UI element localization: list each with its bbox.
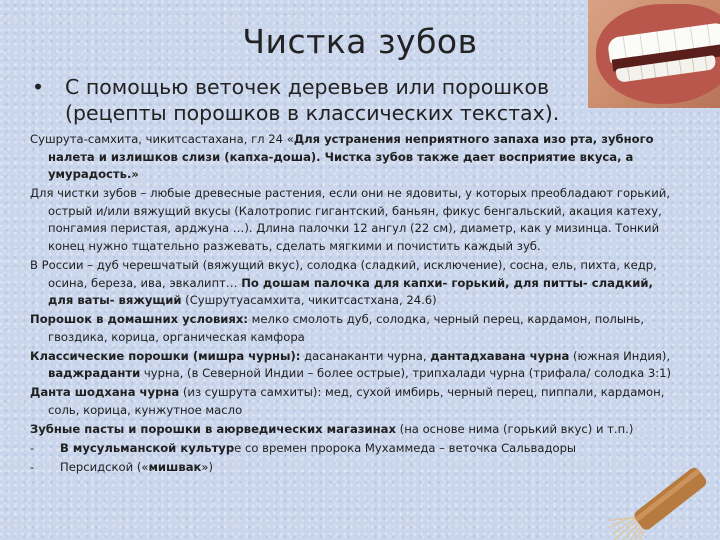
dash-marker: -	[30, 459, 35, 474]
bold-text-run: Порошок в домашних условиях:	[30, 312, 248, 327]
body-text	[30, 131, 680, 478]
page-title: Чистка зубов	[242, 22, 478, 61]
paragraph-p4	[30, 311, 680, 346]
paragraph-p1	[30, 131, 680, 184]
text-run: (южная Индия),	[569, 348, 671, 363]
paragraph-p9	[30, 459, 680, 477]
bold-text-run: По дошам палочка для капхи- горький, для питты- сладкий, для ваты- вяжущий	[48, 275, 653, 308]
text-run: мелко смолоть дуб, солодка, черный перец, кардамон, полынь, гвоздика, корица, органическая камфора	[48, 312, 645, 344]
text-run: Для чистки зубов – любые древесные растения, если они не ядовиты, у которых преобладают горький, острый и/или вяжущий вкусы (Калотропис гигантский, баньян, фикус бенгальский, акация катеху, понгамия перистая, арджуна …). Длина палочки 12 ангул (22 см), диаметр, как у мизинца. Тонкий конец нужно тщательно разжевать, сделать мягкими и почистить каждый зуб.	[30, 186, 670, 253]
bold-text-run: ваджраданти	[48, 366, 141, 381]
text-run: Сушрута-самхита, чикитсастахана, гл 24 «	[30, 132, 294, 146]
bold-text-run: Для устранения неприятного запаха изо рта, зубного налета и излишков слизи (капха-доша). Чистка зубов также дает восприятие вкуса, а умурадость.»	[48, 132, 654, 182]
paragraph-p5	[30, 348, 680, 383]
bold-text-run: Зубные пасты и порошки в аюрведических магазинах	[30, 421, 396, 436]
main-bullet	[32, 74, 625, 126]
bold-text-run: В мусульманской культур	[60, 440, 235, 455]
text-run: Персидской («	[60, 459, 149, 474]
dash-marker: -	[30, 440, 35, 455]
miswak-stick-photo	[608, 452, 720, 540]
bold-text-run: дантадхавана чурна	[430, 348, 570, 363]
bold-text-run: Классические порошки (мишра чурны):	[30, 348, 301, 363]
text-run: В России – дуб черешчатый (вяжущий вкус), солодка (сладкий, исключение), сосна, ель, пихта, кедр, осина, береза, ива, эвкалипт…	[30, 257, 657, 290]
paragraph-p8	[30, 440, 680, 458]
text-run: е со времен пророка Мухаммеда – веточка Сальвадоры	[234, 440, 577, 455]
paragraph-p3	[30, 257, 680, 310]
paragraph-p2	[30, 185, 680, 255]
text-run: чурна, (в Северной Индии – более острые), трипхалади чурна (трифала/ солодка 3:1)	[140, 366, 672, 381]
text-run: »)	[201, 459, 214, 474]
bold-text-run: Данта шодхана чурна	[30, 385, 180, 400]
stick-body	[632, 465, 709, 532]
bullet-text: С помощью веточек деревьев или порошков (рецепты порошков в классических текстах).	[65, 75, 560, 125]
text-run: дасанаканти чурна,	[300, 348, 431, 363]
bold-text-run: мишвак	[148, 459, 202, 474]
text-run: (из сушрута самхиты): мед, сухой имбирь, черный перец, пиппали, кардамон, соль, корица, кунжутное масло	[48, 385, 665, 417]
bullet-marker: •	[32, 75, 45, 99]
paragraph-p6	[30, 384, 680, 419]
text-run: (Сушрутуасамхита, чикитсастхана, 24.6)	[181, 293, 437, 308]
paragraph-p7	[30, 421, 680, 439]
text-run: (на основе нима (горький вкус) и т.п.)	[395, 421, 634, 436]
